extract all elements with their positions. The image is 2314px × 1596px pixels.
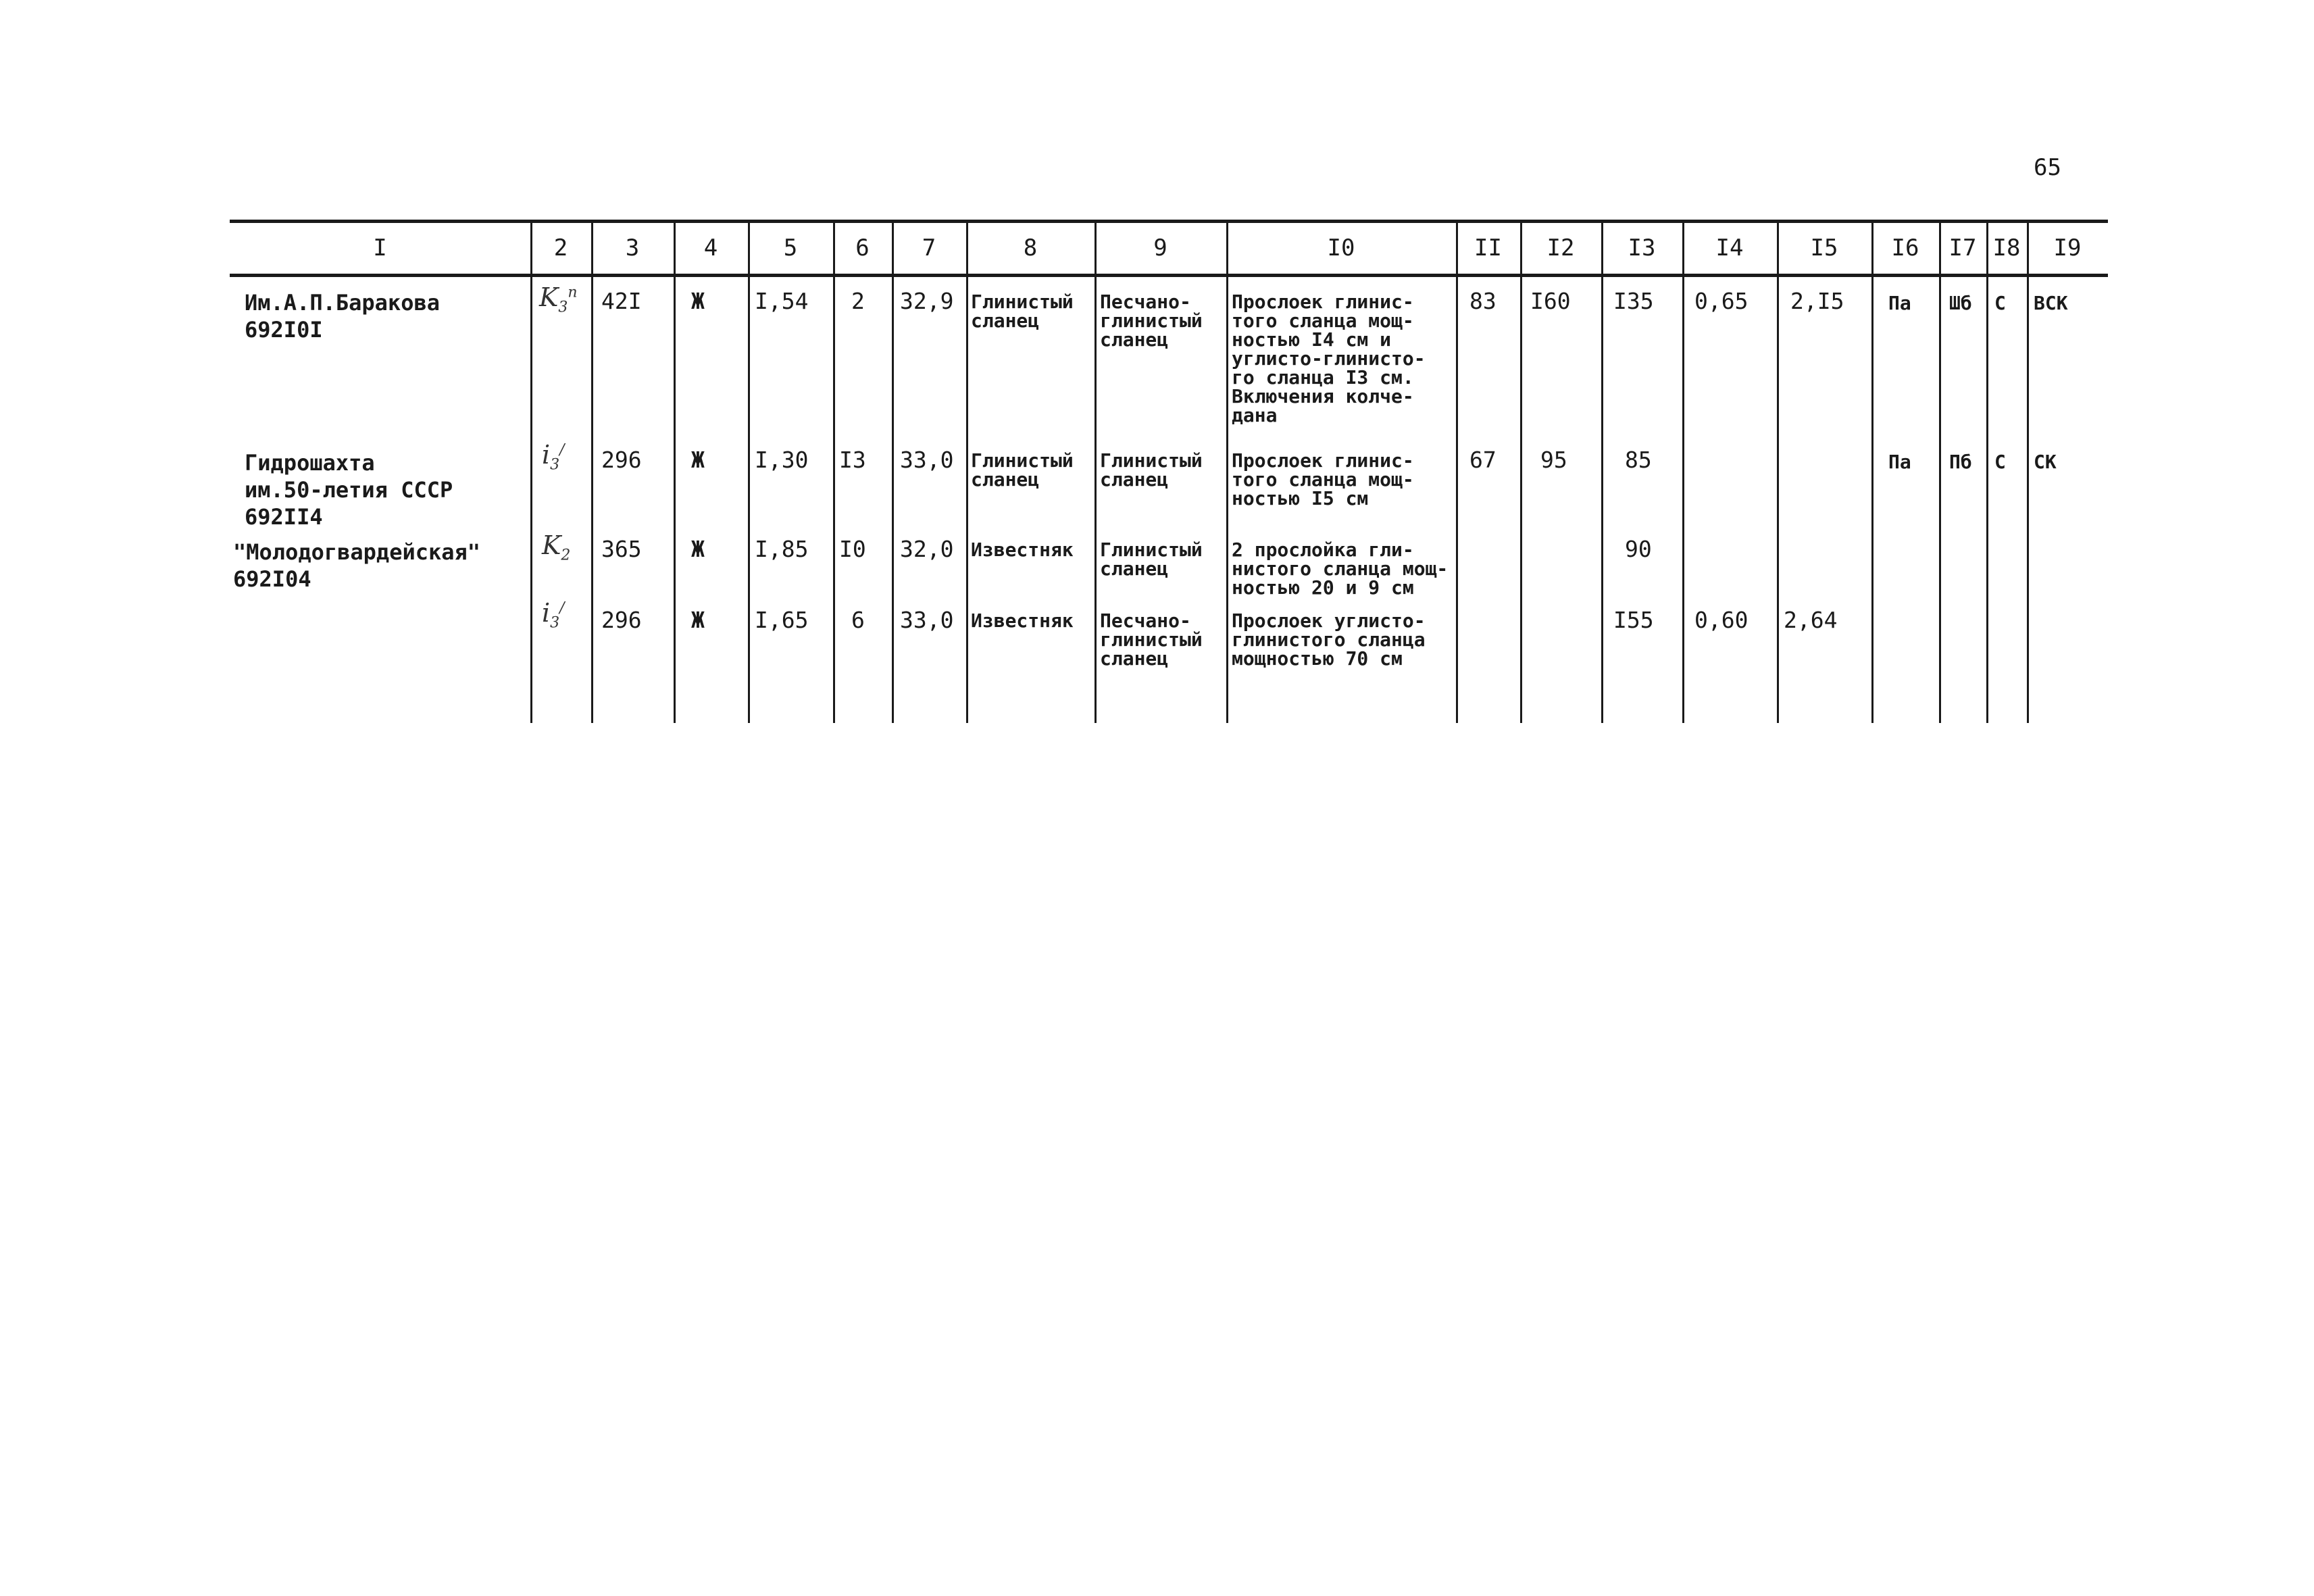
cell-col-9: Глинистый сланец bbox=[1100, 449, 1203, 491]
cell-col-18: С bbox=[1994, 451, 2006, 473]
cell-col-17: Шб bbox=[1949, 292, 1972, 314]
cell-col-6: I0 bbox=[839, 536, 866, 562]
column-divider bbox=[1986, 220, 1988, 723]
cell-col-16: Па bbox=[1888, 292, 1911, 314]
seam-superscript: / bbox=[559, 441, 565, 459]
cell-col-10: 2 прослойка гли- нистого сланца мощ- ностью 20 и 9 см bbox=[1232, 539, 1449, 599]
column-divider bbox=[966, 220, 968, 723]
header-col-12: I2 bbox=[1546, 234, 1575, 261]
cell-col-13: I55 bbox=[1613, 607, 1654, 633]
seam-superscript: / bbox=[559, 599, 565, 617]
column-divider bbox=[530, 220, 532, 723]
header-col-18: I8 bbox=[1992, 234, 2021, 261]
seam-symbol: i bbox=[542, 440, 551, 470]
cell-col-7: 32,0 bbox=[900, 536, 954, 562]
cell-col-7: 33,0 bbox=[900, 607, 954, 633]
seam-subscript: 3 bbox=[550, 614, 560, 632]
cell-col-5: I,54 bbox=[755, 288, 809, 314]
header-col-8: 8 bbox=[1023, 234, 1038, 261]
cell-col-4: Ж bbox=[691, 288, 705, 314]
seam-subscript: 3 bbox=[558, 299, 568, 316]
header-col-16: I6 bbox=[1891, 234, 1919, 261]
header-col-10: I0 bbox=[1327, 234, 1355, 261]
seam-symbol: K bbox=[539, 282, 559, 312]
cell-col-15: 2,I5 bbox=[1790, 288, 1844, 314]
header-col-3: 3 bbox=[625, 234, 640, 261]
cell-col-10: Прослоек углисто- глинистого сланца мощностью 70 см bbox=[1232, 609, 1426, 670]
cell-col-14: 0,60 bbox=[1694, 607, 1749, 633]
header-col-11: II bbox=[1474, 234, 1502, 261]
column-divider bbox=[748, 220, 750, 723]
seam-index bbox=[542, 441, 565, 474]
cell-col-5: I,85 bbox=[755, 536, 809, 562]
cell-col-4: Ж bbox=[691, 536, 705, 562]
cell-col-7: 32,9 bbox=[900, 288, 954, 314]
column-divider bbox=[1601, 220, 1603, 723]
cell-col-3: 365 bbox=[601, 536, 642, 562]
seam-symbol: K bbox=[542, 530, 561, 560]
cell-col-15: 2,64 bbox=[1784, 607, 1838, 633]
cell-col-8: Глинистый сланец bbox=[971, 291, 1074, 332]
column-divider bbox=[1939, 220, 1941, 723]
header-col-13: I3 bbox=[1628, 234, 1656, 261]
cell-col-11: 67 bbox=[1469, 447, 1496, 473]
column-divider bbox=[1095, 220, 1097, 723]
cell-col-9: Песчано- глинистый сланец bbox=[1100, 609, 1203, 670]
column-divider bbox=[1871, 220, 1873, 723]
cell-col-6: 6 bbox=[851, 607, 865, 633]
cell-col-3: 296 bbox=[601, 447, 642, 473]
table-top-rule bbox=[230, 220, 2108, 223]
cell-col-5: I,65 bbox=[755, 607, 809, 633]
mine-name: Им.А.П.Баракова 692I0I bbox=[245, 290, 440, 343]
seam-superscript: п bbox=[568, 284, 578, 301]
column-divider bbox=[833, 220, 835, 723]
header-col-6: 6 bbox=[855, 234, 870, 261]
cell-col-12: I60 bbox=[1530, 288, 1571, 314]
cell-col-19: ВСК bbox=[2034, 292, 2068, 314]
header-col-7: 7 bbox=[922, 234, 936, 261]
cell-col-3: 296 bbox=[601, 607, 642, 633]
cell-col-3: 42I bbox=[601, 288, 642, 314]
column-divider bbox=[1226, 220, 1228, 723]
cell-col-12: 95 bbox=[1540, 447, 1567, 473]
mine-name: Гидрошахта им.50-летия СССР 692II4 bbox=[245, 450, 453, 530]
page-number: 65 bbox=[2034, 154, 2061, 181]
column-divider bbox=[674, 220, 676, 723]
cell-col-4: Ж bbox=[691, 447, 705, 473]
data-table bbox=[230, 220, 2108, 723]
column-divider bbox=[1520, 220, 1522, 723]
seam-symbol: i bbox=[542, 598, 551, 628]
header-col-4: 4 bbox=[703, 234, 718, 261]
cell-col-9: Песчано- глинистый сланец bbox=[1100, 291, 1203, 351]
cell-col-17: Пб bbox=[1949, 451, 1972, 473]
header-col-19: I9 bbox=[2053, 234, 2082, 261]
seam-index bbox=[539, 284, 578, 316]
cell-col-7: 33,0 bbox=[900, 447, 954, 473]
cell-col-4: Ж bbox=[691, 607, 705, 633]
column-divider bbox=[1682, 220, 1684, 723]
seam-index bbox=[542, 532, 570, 564]
column-divider bbox=[591, 220, 593, 723]
header-col-17: I7 bbox=[1948, 234, 1977, 261]
cell-col-6: I3 bbox=[839, 447, 866, 473]
cell-col-10: Прослоек глинис- того сланца мощ- ностью I4 см и углисто-глинисто- го сланца I3 см. Включения колче- дана bbox=[1232, 291, 1426, 426]
cell-col-8: Известняк bbox=[971, 539, 1074, 561]
cell-col-11: 83 bbox=[1469, 288, 1496, 314]
header-col-9: 9 bbox=[1153, 234, 1167, 261]
cell-col-5: I,30 bbox=[755, 447, 809, 473]
column-divider bbox=[1777, 220, 1779, 723]
header-col-14: I4 bbox=[1715, 234, 1744, 261]
header-col-1: I bbox=[373, 234, 387, 261]
column-divider bbox=[1456, 220, 1458, 723]
seam-index bbox=[542, 599, 565, 632]
header-col-5: 5 bbox=[783, 234, 798, 261]
seam-subscript: 3 bbox=[550, 456, 560, 474]
cell-col-19: СК bbox=[2034, 451, 2057, 473]
cell-col-13: 85 bbox=[1625, 447, 1652, 473]
header-col-15: I5 bbox=[1810, 234, 1838, 261]
cell-col-18: С bbox=[1994, 292, 2006, 314]
cell-col-8: Глинистый сланец bbox=[971, 449, 1074, 491]
cell-col-8: Известняк bbox=[971, 609, 1074, 632]
mine-name: "Молодогвардейская" 692I04 bbox=[233, 539, 481, 592]
cell-col-6: 2 bbox=[851, 288, 865, 314]
cell-col-14: 0,65 bbox=[1694, 288, 1749, 314]
header-col-2: 2 bbox=[553, 234, 568, 261]
cell-col-10: Прослоек глинис- того сланца мощ- ностью I5 см bbox=[1232, 449, 1414, 509]
column-divider bbox=[2027, 220, 2029, 723]
cell-col-9: Глинистый сланец bbox=[1100, 539, 1203, 580]
header-bottom-rule bbox=[230, 274, 2108, 277]
cell-col-13: I35 bbox=[1613, 288, 1654, 314]
cell-col-16: Па bbox=[1888, 451, 1911, 473]
column-divider bbox=[892, 220, 894, 723]
cell-col-13: 90 bbox=[1625, 536, 1652, 562]
seam-subscript: 2 bbox=[561, 547, 571, 564]
